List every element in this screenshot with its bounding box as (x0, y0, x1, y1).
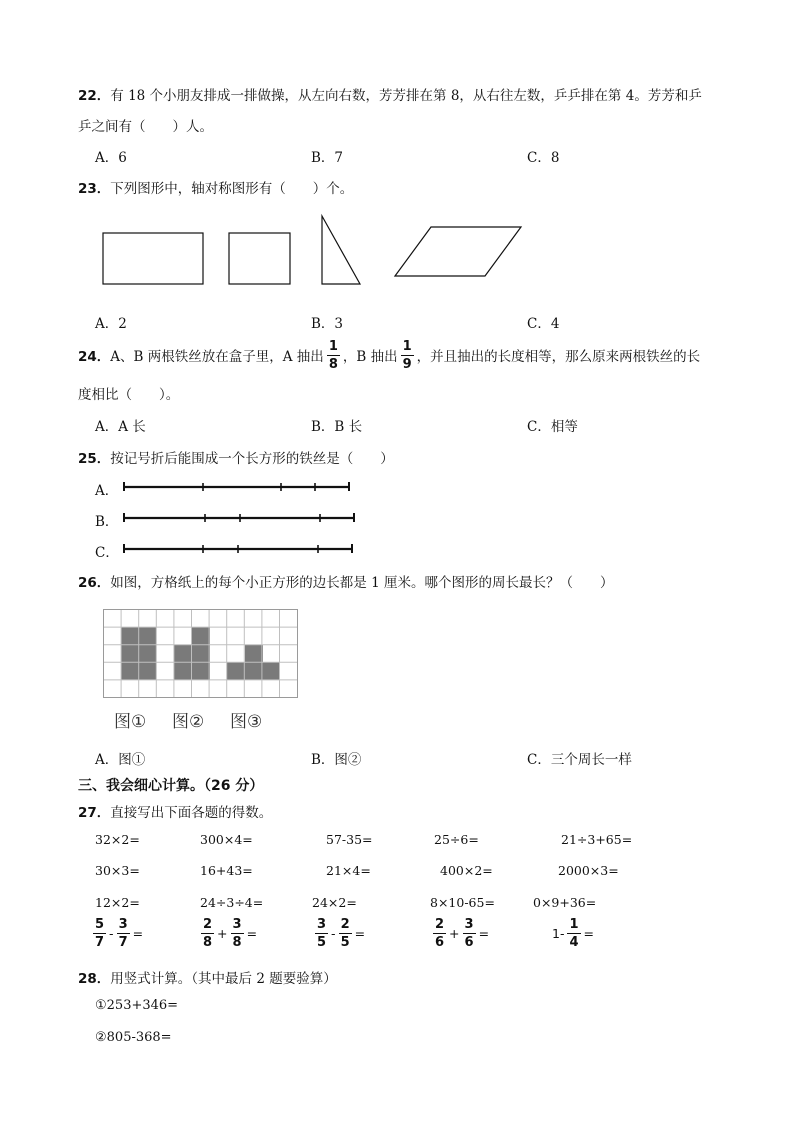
figure-2-shape-part (192, 627, 210, 680)
fraction-denominator: 5 (317, 935, 327, 950)
calc-item: 2000×3= (558, 863, 619, 878)
calc-item: 30×3= (95, 863, 140, 878)
operator: - (331, 926, 336, 941)
q23-option-c[interactable]: C．4 (527, 316, 560, 332)
q26-line (78, 571, 613, 591)
q22-option-a[interactable]: A．6 (95, 150, 127, 166)
q28-number: 28． (78, 971, 111, 987)
fraction-calc-1 (90, 918, 143, 949)
q25-option-c-label[interactable]: C． (95, 545, 119, 561)
q24-line2: 度相比（ ）。 (78, 387, 180, 403)
fraction (339, 918, 352, 949)
right-triangle-shape (322, 216, 360, 284)
calc-item: 24÷3÷4= (200, 895, 264, 910)
equals: = (246, 926, 258, 941)
figure-3-label: 图③ (230, 712, 263, 732)
q26-number: 26． (78, 575, 111, 591)
section-3-heading: 三、我会细心计算。（26 分） (78, 778, 264, 794)
fraction (315, 918, 328, 949)
q24-option-c[interactable]: C．相等 (527, 419, 578, 435)
q26-option-a[interactable]: A．图① (95, 752, 146, 768)
fraction-calc-3 (312, 918, 365, 949)
q25-option-b-label[interactable]: B． (95, 514, 119, 530)
q26-text: 如图，方格纸上的每个小正方形的边长都是 1 厘米。哪个图形的周长最长？（ ） (110, 575, 614, 591)
fraction (93, 918, 106, 949)
calc-item: 21×4= (326, 863, 371, 878)
wire-c (124, 544, 352, 553)
q24-line1 (78, 338, 700, 372)
fraction-numerator: 2 (203, 917, 213, 932)
q28-item-1: ①253+346= (95, 998, 179, 1013)
operator: + (449, 926, 460, 941)
q23-line (78, 177, 353, 197)
calc-item: 12×2= (95, 895, 140, 910)
calc-item: 0×9+36= (533, 895, 597, 910)
fraction-denominator: 8 (328, 356, 338, 372)
q22-option-b[interactable]: B．7 (311, 150, 344, 166)
rectangle-shape (103, 233, 203, 284)
calc-item: 21÷3+65= (561, 832, 633, 847)
q25-option-a-label[interactable]: A． (95, 483, 119, 499)
equals: = (132, 926, 144, 941)
q26-grid-figure (100, 606, 300, 736)
calc-item: 25÷6= (434, 832, 479, 847)
fraction-numerator: 2 (340, 917, 350, 932)
operator: + (217, 926, 228, 941)
q27-line (78, 801, 272, 821)
whole-number: 1- (552, 926, 565, 941)
figure-3-shape-part (245, 645, 263, 662)
fraction-calc-2 (198, 918, 257, 949)
equals: = (583, 926, 594, 941)
fraction (117, 918, 130, 949)
q23-option-a[interactable]: A．2 (95, 316, 127, 332)
parallelogram-shape (395, 227, 521, 276)
fraction-denominator: 8 (203, 935, 213, 950)
fraction-numerator: 3 (118, 917, 128, 932)
fraction-denominator: 7 (118, 935, 128, 950)
q22-line1 (78, 84, 702, 104)
q25-number: 25． (78, 451, 111, 467)
fraction (463, 918, 476, 949)
q24-option-a[interactable]: A．A 长 (95, 419, 146, 435)
fraction-denominator: 4 (569, 935, 579, 950)
q27-number: 27． (78, 805, 111, 821)
fraction (231, 918, 244, 949)
fraction-numerator: 2 (435, 917, 445, 932)
q28-line (78, 967, 337, 987)
q26-option-b[interactable]: B．图② (311, 752, 362, 768)
q24-text-part2: ，B 抽出 (342, 349, 398, 365)
q22-line2: 乒之间有（ ）人。 (78, 119, 213, 135)
q22-number: 22． (78, 88, 111, 104)
calc-item: 8×10-65= (430, 895, 495, 910)
q24-number: 24． (78, 349, 111, 365)
calc-item: 32×2= (95, 832, 140, 847)
q24-fraction-a (327, 340, 340, 371)
equals: = (354, 926, 366, 941)
fraction-denominator: 9 (402, 356, 412, 372)
fraction-numerator: 1 (328, 338, 338, 354)
calc-item: 57-35= (326, 832, 373, 847)
q25-line (78, 447, 394, 467)
figure-2-label: 图② (172, 712, 205, 732)
figure-1-label: 图① (114, 712, 147, 732)
q28-item-2: ②805-368= (95, 1030, 172, 1045)
q25-wires (118, 478, 363, 558)
q24-fraction-b (401, 340, 414, 371)
wire-a (124, 482, 349, 491)
q24-text-part1: A、B 两根铁丝放在盒子里，A 抽出 (110, 349, 324, 365)
q25-text: 按记号折后能围成一个长方形的铁丝是（ ） (110, 451, 394, 467)
equals: = (478, 926, 490, 941)
fraction-denominator: 6 (435, 935, 445, 950)
q26-option-c[interactable]: C．三个周长一样 (527, 752, 632, 768)
calc-item: 400×2= (440, 863, 493, 878)
q23-option-b[interactable]: B．3 (311, 316, 344, 332)
fraction-numerator: 1 (402, 338, 412, 354)
q23-number: 23． (78, 181, 111, 197)
calc-item: 16+43= (200, 863, 253, 878)
fraction (567, 918, 580, 949)
fraction-numerator: 3 (317, 917, 327, 932)
fraction-calc-5 (552, 918, 594, 949)
q24-text-part3: ，并且抽出的长度相等，那么原来两根铁丝的长 (416, 349, 701, 365)
q22-option-c[interactable]: C．8 (527, 150, 560, 166)
fraction-numerator: 1 (569, 917, 579, 932)
fraction (433, 918, 446, 949)
q27-text: 直接写出下面各题的得数。 (110, 805, 273, 821)
wire-b (124, 513, 354, 522)
calc-item: 300×4= (200, 832, 253, 847)
fraction-numerator: 3 (232, 917, 242, 932)
fraction (201, 918, 214, 949)
q23-shapes (95, 210, 535, 290)
fraction-denominator: 5 (340, 935, 350, 950)
calc-item: 24×2= (312, 895, 357, 910)
q22-text: 有 18 个小朋友排成一排做操，从左向右数，芳芳排在第 8，从右往左数，乒乒排在第 4。芳芳和乒 (110, 88, 702, 104)
q28-text: 用竖式计算。（其中最后 2 题要验算） (110, 971, 337, 987)
q24-option-b[interactable]: B．B 长 (311, 419, 363, 435)
figure-3-shape (227, 662, 280, 680)
fraction-calc-4 (430, 918, 489, 949)
square-shape (229, 233, 290, 284)
fraction-denominator: 7 (95, 935, 105, 950)
fraction-numerator: 3 (464, 917, 474, 932)
fraction-denominator: 6 (464, 935, 474, 950)
fraction-denominator: 8 (232, 935, 242, 950)
fraction-numerator: 5 (95, 917, 105, 932)
operator: - (109, 926, 114, 941)
q23-text: 下列图形中，轴对称图形有（ ）个。 (110, 181, 354, 197)
